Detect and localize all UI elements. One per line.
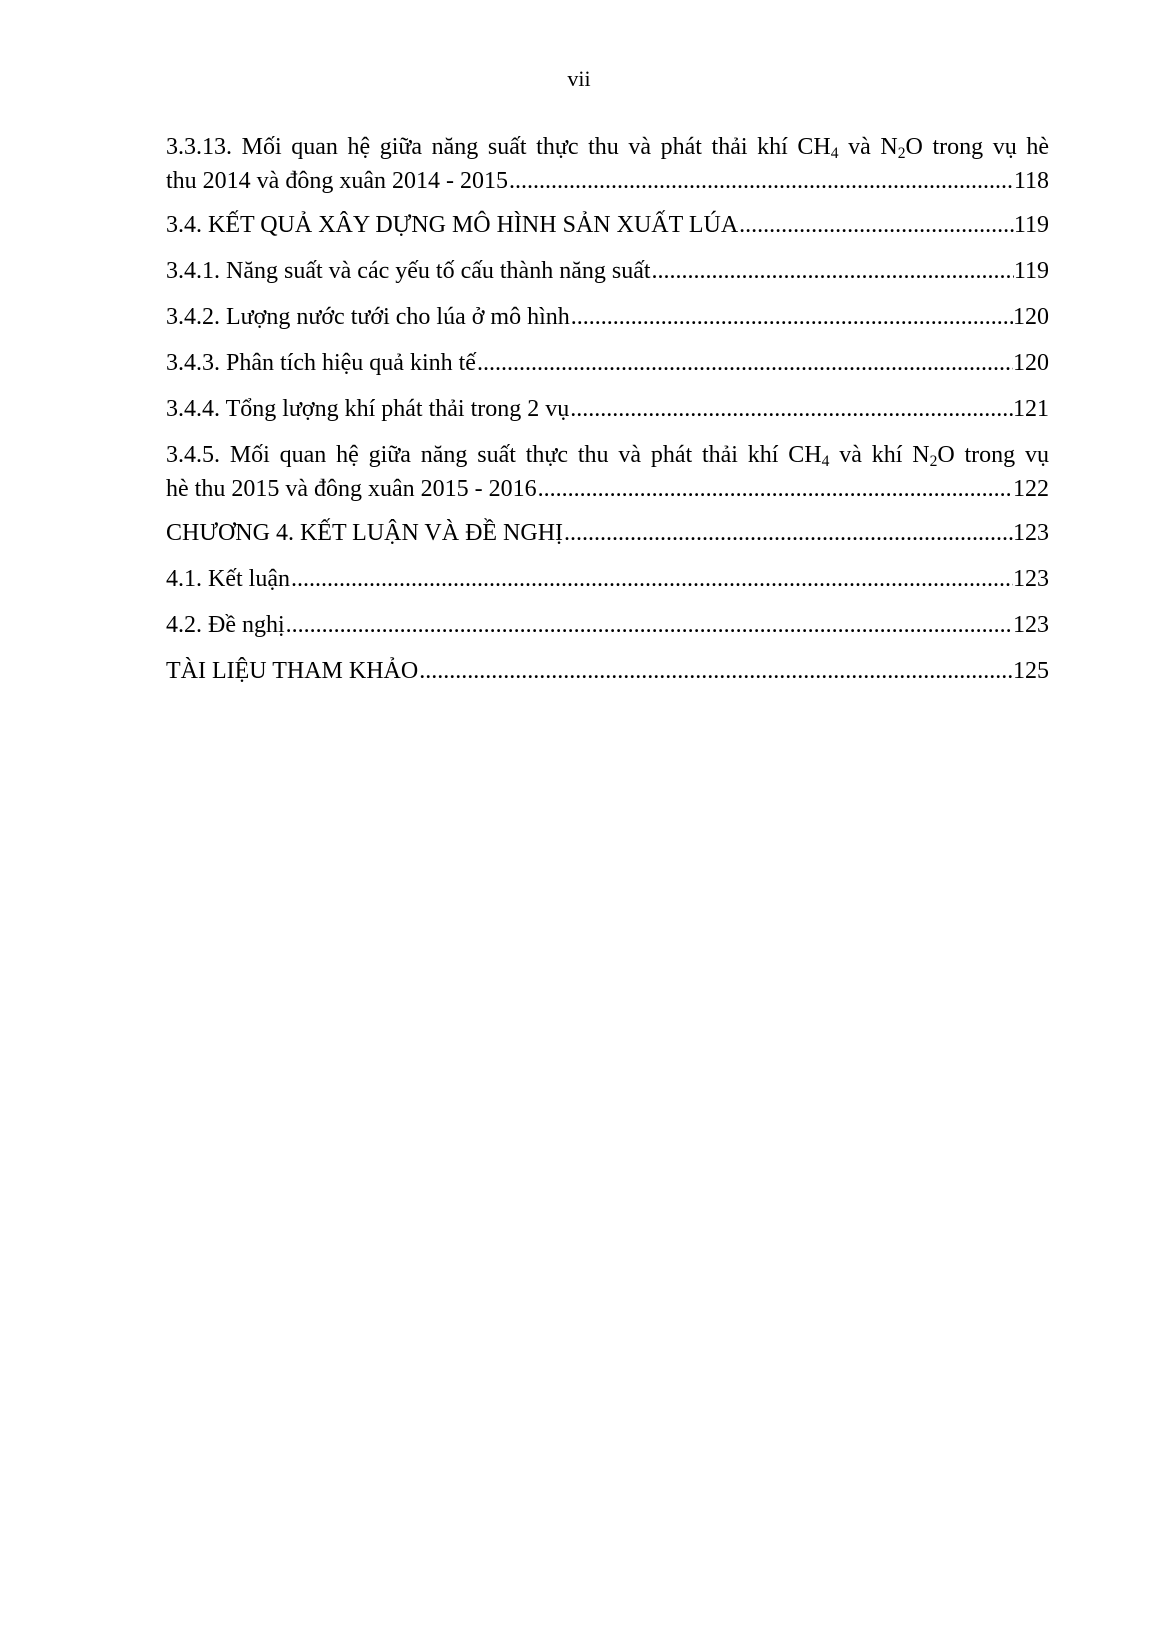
toc-page-number: 125 xyxy=(1013,658,1049,684)
toc-page-number: 122 xyxy=(1013,476,1049,502)
dot-leader xyxy=(508,164,1014,198)
table-of-contents xyxy=(166,130,1049,700)
toc-entry-references[interactable] xyxy=(166,654,1049,688)
toc-entry-first-line: 3.4.5. Mối quan hệ giữa năng suất thực thu và phát thải khí $CH_4$ và khí $N_2O$ trong vụ xyxy=(166,442,1049,470)
dot-leader xyxy=(569,392,1013,426)
toc-entry-chapter-4[interactable] xyxy=(166,516,1049,550)
toc-entry-title: 3.4.2. Lượng nước tưới cho lúa ở mô hình xyxy=(166,304,570,330)
dot-leader xyxy=(537,472,1013,506)
toc-entry-4-2[interactable] xyxy=(166,608,1049,642)
dot-leader xyxy=(476,346,1013,380)
dot-leader xyxy=(651,254,1014,288)
toc-entry-3-4-1[interactable] xyxy=(166,254,1049,288)
toc-entry-title: CHƯƠNG 4. KẾT LUẬN VÀ ĐỀ NGHỊ xyxy=(166,520,564,546)
toc-entry-3-4-4[interactable] xyxy=(166,392,1049,426)
toc-page-number: 123 xyxy=(1013,520,1049,546)
dot-leader xyxy=(418,654,1013,688)
toc-entry-title: TÀI LIỆU THAM KHẢO xyxy=(166,658,419,684)
toc-page-number: 120 xyxy=(1013,350,1049,376)
toc-entry-3-4[interactable] xyxy=(166,208,1049,242)
toc-entry-title: thu 2014 và đông xuân 2014 - 2015 xyxy=(166,168,508,194)
toc-page-number: 120 xyxy=(1013,304,1049,330)
toc-page-number: 121 xyxy=(1013,396,1049,422)
dot-leader xyxy=(563,516,1013,550)
page-number: vii xyxy=(567,66,591,91)
toc-page-number: 119 xyxy=(1013,212,1049,238)
dot-leader xyxy=(570,300,1013,334)
toc-entry-title: 3.4. KẾT QUẢ XÂY DỰNG MÔ HÌNH SẢN XUẤT LÚA xyxy=(166,212,739,238)
toc-page-number: 119 xyxy=(1013,258,1049,284)
dot-leader xyxy=(738,208,1014,242)
toc-entry-first-line: 3.3.13. Mối quan hệ giữa năng suất thực thu và phát thải khí $CH_4$ và $N_2O$ trong vụ hè xyxy=(166,134,1049,162)
dot-leader xyxy=(285,608,1013,642)
toc-entry-3-4-2[interactable] xyxy=(166,300,1049,334)
toc-entry-title: 3.4.1. Năng suất và các yếu tố cấu thành năng suất xyxy=(166,258,651,284)
dot-leader xyxy=(290,562,1013,596)
toc-page-number: 118 xyxy=(1013,168,1049,194)
toc-entry-3-4-3[interactable] xyxy=(166,346,1049,380)
toc-entry-title: 3.4.3. Phân tích hiệu quả kinh tế xyxy=(166,350,476,376)
toc-page-number: 123 xyxy=(1013,612,1049,638)
toc-entry-3-3-13[interactable] xyxy=(166,130,1049,198)
toc-entry-title: hè thu 2015 và đông xuân 2015 - 2016 xyxy=(166,476,537,502)
toc-entry-4-1[interactable] xyxy=(166,562,1049,596)
toc-entry-title: 3.4.4. Tổng lượng khí phát thải trong 2 vụ xyxy=(166,396,570,422)
toc-entry-title: 4.2. Đề nghị xyxy=(166,612,285,638)
toc-entry-title: 4.1. Kết luận xyxy=(166,566,290,592)
toc-entry-3-4-5[interactable] xyxy=(166,438,1049,506)
toc-page-number: 123 xyxy=(1013,566,1049,592)
